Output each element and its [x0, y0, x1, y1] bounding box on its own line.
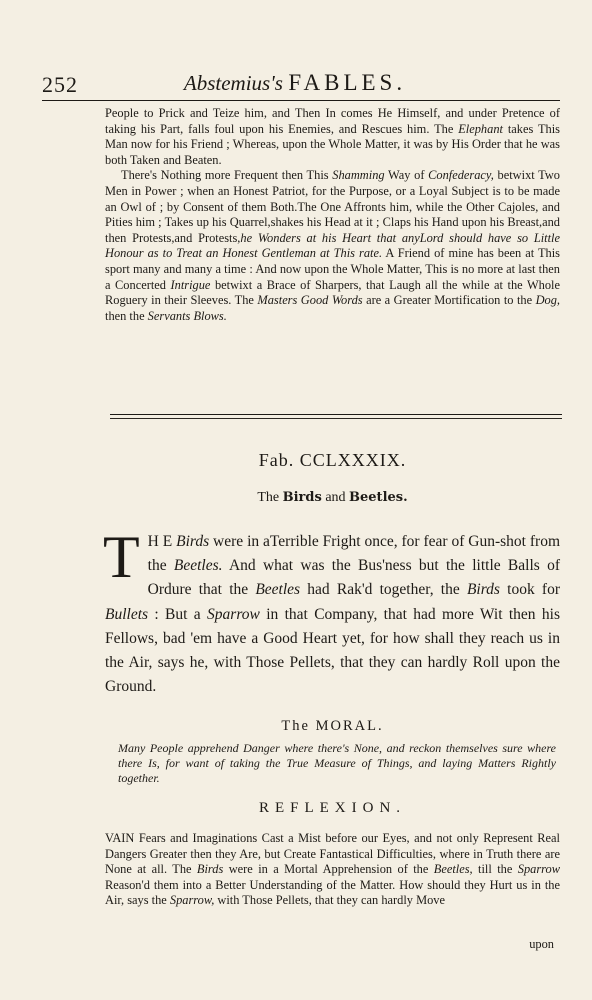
fable-text: T H E Birds were in aTerrible Fright once, for fear of Gun-shot from the Beetles. And what was the Bus'ness but the little Balls of Ordure that the Beetles had Rak'd together, the Birds took for Bullets : But a Sparrow in that Company, that had more Wit then his Fellows, bad 'em have a Good Heart yet, for how shall they reach us in the Air, says he, with Those Pellets, that they can hardly Roll upon the Ground.: [103, 524, 561, 696]
header-rule: [42, 100, 560, 101]
moral-title: The MORAL.: [281, 718, 384, 734]
section-rule-bottom: [110, 418, 562, 419]
fable-subtitle: The Birds and Beetles.: [257, 490, 408, 505]
drop-cap: T: [103, 524, 140, 590]
fable-number-title: Fab. CCLXXXIX.: [258, 450, 407, 470]
catchword: upon: [529, 937, 554, 951]
reflexion-text: VAIN Fears and Imaginations Cast a Mist before our Eyes, and not only Represent Real Dangers Greater then they Are, but Create Fantastical Difficulties, where in Truth there are None at all. The Birds were in a Mortal Apprehension of the Beetles, till the Sparrow Reason'd them into a Better Understanding of the Matter. How should they Hurt us in the Air, says the Sparrow, with Those Pellets, that they can hardly Move: [105, 831, 560, 908]
page-number: 252: [42, 72, 78, 97]
running-title-fables: FABLES.: [288, 70, 407, 95]
running-title-author: Abstemius's: [183, 71, 283, 95]
running-header: [42, 70, 548, 98]
running-title: [42, 70, 548, 96]
previous-reflexion: [105, 106, 560, 324]
section-rule-top: [110, 414, 562, 415]
reflexion-paragraph-1: People to Prick and Teize him, and Then In comes He Himself, and under Pretence of taking his Part, falls foul upon his Enemies, and Rescues him. The Elephant takes This Man now for his Friend ; Whereas, upon the Whole Matter, it was by His Order that he was both Taken and Beaten.: [105, 106, 560, 167]
moral-text: Many People apprehend Danger where there's None, and reckon themselves sure where there Is, for want of taking the True Measure of Things, and laying Matters Rightly together.: [118, 741, 556, 785]
reflexion-paragraph-2: There's Nothing more Frequent then This Shamming Way of Confederacy, betwixt Two Men in Power ; when an Honest Patriot, for the Purpose, or a Loyal Subject is to be made an Owl of ; by Consent of them Both.The One Affronts him, while the Other Cajoles, and Pities him ; Takes up his Quarrel,shakes his Head at it ; Claps his Hand upon his Breast,and then Protests,and Protests,he Wonders at his Heart that anyLord should have so Little Honour as to Treat an Honest Gentleman at This rate. A Friend of mine has been at This sport many and many a time : And now upon the Whole Matter, This is no more at last then a Concerted Intrigue betwixt a Brace of Sharpers, that Laugh all the while at the Whole Roguery in their Sleeves. The Masters Good Words are a Greater Mortification to the Dog, then the Servants Blows.: [105, 168, 560, 323]
reflexion-title: REFLEXION.: [258, 800, 407, 816]
